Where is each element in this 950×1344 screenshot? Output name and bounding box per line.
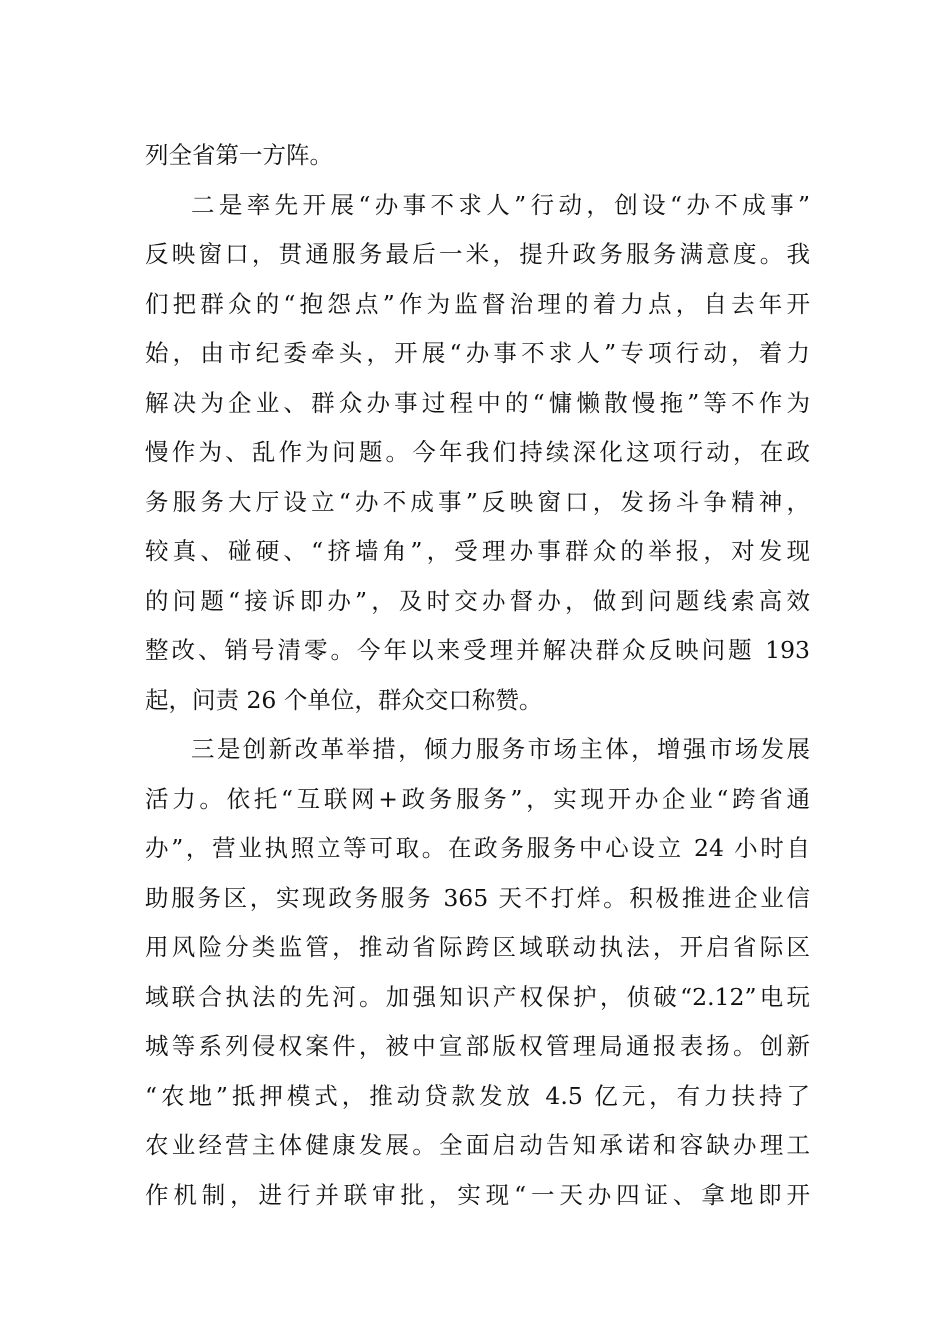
body-text <box>145 131 810 1220</box>
text-line: 用风险分类监管，推动省际跨区域联动执法，开启省际区 <box>145 933 810 961</box>
text-line: 整改、销号清零。今年以来受理并解决群众反映问题 193 <box>145 636 810 664</box>
text-line: 始，由市纪委牵头，开展“办事不求人”专项行动，着力 <box>145 339 810 367</box>
text-line: 活力。依托“互联网+政务服务”，实现开办企业“跨省通 <box>145 784 810 813</box>
text-line: 三是创新改革举措，倾力服务市场主体，增强市场发展 <box>191 735 810 763</box>
text-line: 二是率先开展“办事不求人”行动，创设“办不成事” <box>191 190 810 219</box>
text-line: 的问题“接诉即办”，及时交办督办，做到问题线索高效 <box>145 586 810 615</box>
text-line: 们把群众的“抱怨点”作为监督治理的着力点，自去年开 <box>145 289 810 318</box>
text-line: 慢作为、乱作为问题。今年我们持续深化这项行动，在政 <box>145 438 810 466</box>
text-line: 较真、碰硬、“挤墙角”，受理办事群众的举报，对发现 <box>145 537 810 565</box>
text-line: 办”，营业执照立等可取。在政务服务中心设立 24 小时自 <box>145 834 810 862</box>
text-line: 列全省第一方阵。 <box>145 141 333 169</box>
text-line: 作机制，进行并联审批，实现“一天办四证、拿地即开 <box>145 1180 810 1209</box>
text-line: “农地”抵押模式，推动贷款发放 4.5 亿元，有力扶持了 <box>145 1081 810 1110</box>
text-line: 起，问责 26 个单位，群众交口称赞。 <box>145 685 543 714</box>
text-line: 域联合执法的先河。加强知识产权保护，侦破“2.12”电玩 <box>145 982 810 1011</box>
text-line: 农业经营主体健康发展。全面启动告知承诺和容缺办理工 <box>145 1131 810 1159</box>
text-line: 城等系列侵权案件，被中宣部版权管理局通报表扬。创新 <box>145 1032 810 1060</box>
text-line: 反映窗口，贯通服务最后一米，提升政务服务满意度。我 <box>145 240 810 268</box>
text-line: 助服务区，实现政务服务 365 天不打烊。积极推进企业信 <box>145 883 810 912</box>
text-line: 解决为企业、群众办事过程中的“慵懒散慢拖”等不作为 <box>145 388 810 417</box>
text-line: 务服务大厅设立“办不成事”反映窗口，发扬斗争精神， <box>145 487 810 516</box>
